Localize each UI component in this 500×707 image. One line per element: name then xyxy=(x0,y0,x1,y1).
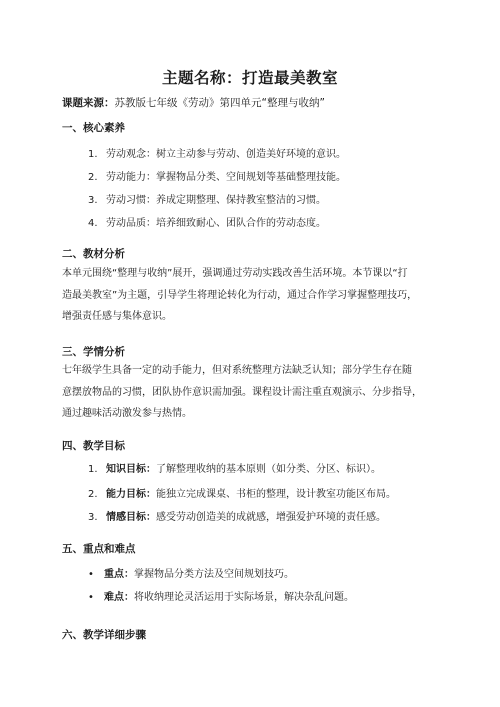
list-text: 劳动观念：树立主动参与劳动、创造美好环境的意识。 xyxy=(106,149,346,160)
textbook-paragraph xyxy=(62,263,442,328)
list-number: 2. xyxy=(88,172,98,183)
list-text: 了解整理收纳的基本原则（如分类、分区、标识）。 xyxy=(156,464,381,475)
paragraph-line: 造最美教室”为主题，引导学生将理论转化为行动，通过合作学习掌握整理技巧， xyxy=(62,289,418,301)
paragraph-line: 通过趣味活动激发参与热情。 xyxy=(62,408,192,419)
paragraph-line: 意摆放物品的习惯，团队协作意识需加强。课程设计需注重直观演示、分步指导， xyxy=(62,386,422,398)
list-number: 3. xyxy=(88,195,98,206)
goal-label: 能力目标： xyxy=(106,489,156,500)
paragraph-line: 增强责任感与集体意识。 xyxy=(62,311,172,322)
bullet-icon: • xyxy=(88,592,94,603)
list-text: 将收纳理论灵活运用于实际场景，解决杂乱问题。 xyxy=(134,592,354,603)
list-item xyxy=(88,588,354,603)
list-text: 劳动品质：培养细致耐心、团队合作的劳动态度。 xyxy=(106,218,326,229)
list-item xyxy=(88,460,381,475)
list-item xyxy=(88,565,294,580)
section-heading-core: 一、核心素养 xyxy=(62,122,125,134)
list-number: 1. xyxy=(88,149,98,160)
list-number: 1. xyxy=(88,464,98,475)
list-item xyxy=(88,145,346,160)
section-heading-students: 三、学情分析 xyxy=(62,346,125,358)
list-number: 2. xyxy=(88,489,98,500)
goal-label: 知识目标： xyxy=(106,464,156,475)
list-item xyxy=(88,508,386,523)
list-text: 劳动习惯：养成定期整理、保持教室整洁的习惯。 xyxy=(106,195,326,206)
list-text: 劳动能力：掌握物品分类、空间规划等基础整理技能。 xyxy=(106,172,346,183)
document-title: 主题名称：打造最美教室 xyxy=(161,69,338,87)
section-heading-goals: 四、教学目标 xyxy=(62,440,125,452)
bullet-icon: • xyxy=(88,569,94,580)
list-number: 3. xyxy=(88,512,98,523)
key-label: 难点： xyxy=(104,592,134,603)
course-source-label: 课题来源： xyxy=(62,97,115,109)
list-number: 4. xyxy=(88,218,98,229)
list-text: 感受劳动创造美的成就感，增强爱护环境的责任感。 xyxy=(156,512,386,523)
section-heading-key: 五、重点和难点 xyxy=(62,543,136,555)
paragraph-line: 本单元围绕“整理与收纳”展开，强调通过劳动实践改善生活环境。本节课以“打 xyxy=(62,268,408,279)
list-text: 掌握物品分类方法及空间规划技巧。 xyxy=(134,569,294,580)
key-label: 重点： xyxy=(104,569,134,580)
students-paragraph xyxy=(62,360,442,425)
list-item xyxy=(88,168,346,183)
goal-label: 情感目标： xyxy=(106,512,156,523)
paragraph-line: 七年级学生具备一定的动手能力，但对系统整理方法缺乏认知；部分学生存在随 xyxy=(62,365,412,376)
course-source xyxy=(62,95,325,110)
list-item xyxy=(88,191,326,206)
section-heading-textbook: 二、教材分析 xyxy=(62,248,125,260)
section-heading-steps: 六、教学详细步骤 xyxy=(62,629,146,641)
list-text: 能独立完成课桌、书柜的整理，设计教室功能区布局。 xyxy=(156,489,396,500)
list-item xyxy=(88,214,326,229)
course-source-text: 苏教版七年级《劳动》第四单元“整理与收纳” xyxy=(114,97,325,109)
list-item xyxy=(88,485,396,500)
